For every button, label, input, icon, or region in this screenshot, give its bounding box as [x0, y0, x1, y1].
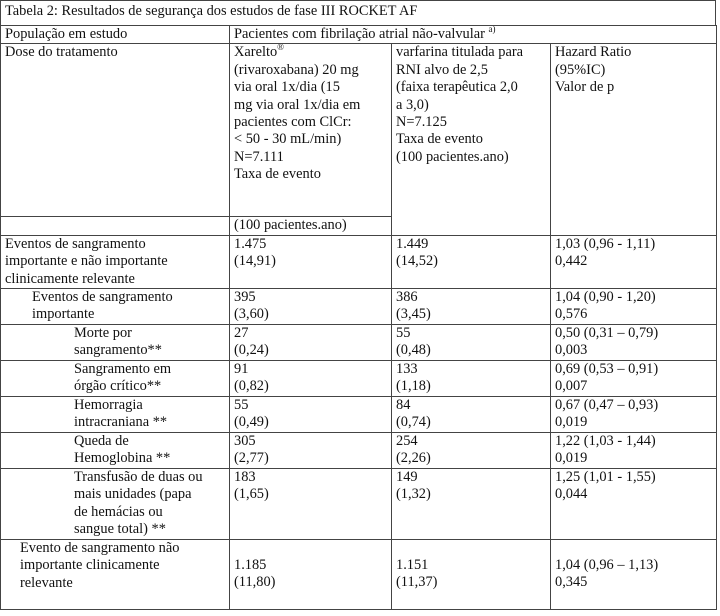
xarelto-value: 305 (2,77) [230, 433, 392, 469]
table-header-row [1, 26, 717, 44]
xarelto-units: (100 pacientes.ano) [230, 217, 392, 235]
table-row [1, 325, 717, 361]
warfarin-value: 84 (0,74) [392, 397, 551, 433]
row-label: Transfusão de duas ou mais unidades (papa de hemácias ou sangue total) ** [1, 469, 230, 540]
table-row [1, 433, 717, 469]
header-patients [230, 26, 717, 44]
warfarin-value: 1.151 (11,37) [392, 540, 551, 610]
dose-units-empty [1, 217, 230, 235]
registered-mark: ® [277, 43, 284, 53]
xarelto-value: 183 (1,65) [230, 469, 392, 540]
row-label: Sangramento em órgão crítico** [1, 361, 230, 397]
table-row [1, 469, 717, 540]
xarelto-value: 1.185 (11,80) [230, 540, 392, 610]
header-patients-footnote: a) [488, 25, 496, 35]
table-row [1, 361, 717, 397]
hazard-ratio-value: 0,50 (0,31 – 0,79) 0,003 [551, 325, 717, 361]
warfarin-value: 1.449 (14,52) [392, 235, 551, 288]
row-label: Morte por sangramento** [1, 325, 230, 361]
hazard-ratio-header-cell: Hazard Ratio (95%IC) Valor de p [551, 44, 717, 235]
hazard-ratio-value: 1,03 (0,96 - 1,11) 0,442 [551, 235, 717, 288]
row-label: Hemorragia intracraniana ** [1, 397, 230, 433]
hazard-ratio-value: 0,69 (0,53 – 0,91) 0,007 [551, 361, 717, 397]
table-row [1, 397, 717, 433]
table-caption: Tabela 2: Resultados de segurança dos estudos de fase III ROCKET AF [0, 0, 716, 26]
xarelto-value: 395 (3,60) [230, 289, 392, 325]
hazard-ratio-value: 1,04 (0,90 - 1,20) 0,576 [551, 289, 717, 325]
xarelto-value: 91 (0,82) [230, 361, 392, 397]
xarelto-value: 27 (0,24) [230, 325, 392, 361]
xarelto-name: Xarelto [234, 44, 278, 61]
warfarin-value: 149 (1,32) [392, 469, 551, 540]
xarelto-value: 1.475 (14,91) [230, 235, 392, 288]
warfarin-value: 254 (2,26) [392, 433, 551, 469]
warfarin-value: 386 (3,45) [392, 289, 551, 325]
hazard-ratio-value: 1,22 (1,03 - 1,44) 0,019 [551, 433, 717, 469]
header-population: População em estudo [1, 26, 230, 44]
table-row [1, 289, 717, 325]
hazard-ratio-value: 1,25 (1,01 - 1,55) 0,044 [551, 469, 717, 540]
row-label: Eventos de sangramento importante [1, 289, 230, 325]
table-row [1, 540, 717, 610]
hazard-ratio-value: 1,04 (0,96 – 1,13) 0,345 [551, 540, 717, 610]
dose-row [1, 44, 717, 217]
row-label: Eventos de sangramento importante e não importante clinicamente relevante [1, 235, 230, 288]
row-label: Queda de Hemoglobina ** [1, 433, 230, 469]
table-row [1, 235, 717, 288]
xarelto-header-cell [230, 44, 392, 217]
dose-label: Dose do tratamento [1, 44, 230, 217]
warfarin-header-cell: varfarina titulada para RNI alvo de 2,5 (faixa terapêutica 2,0 a 3,0) N=7.125 Taxa de evento (100 pacientes.ano) [392, 44, 551, 235]
safety-results-table [0, 25, 717, 610]
header-patients-text: Pacientes com fibrilação atrial não-valvular [234, 26, 485, 42]
warfarin-value: 55 (0,48) [392, 325, 551, 361]
warfarin-value: 133 (1,18) [392, 361, 551, 397]
xarelto-description: (rivaroxabana) 20 mg via oral 1x/dia (15 mg via oral 1x/dia em pacientes com ClCr: < 50 - 30 mL/min) N=7.111 Taxa de evento [234, 61, 361, 183]
row-label: Evento de sangramento não importante clinicamente relevante [1, 540, 230, 610]
xarelto-value: 55 (0,49) [230, 397, 392, 433]
hazard-ratio-value: 0,67 (0,47 – 0,93) 0,019 [551, 397, 717, 433]
